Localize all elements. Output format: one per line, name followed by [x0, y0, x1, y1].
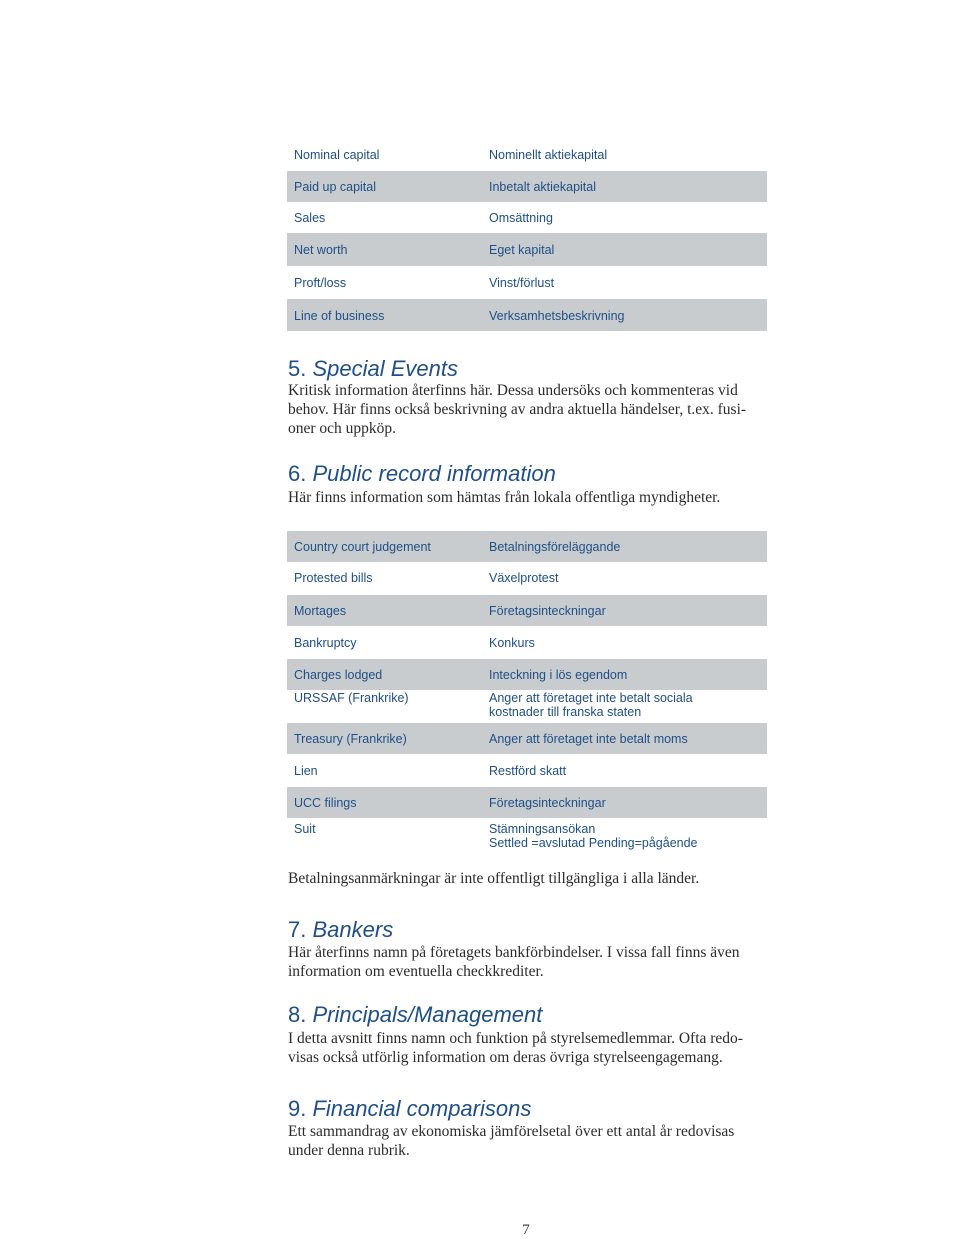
term-swedish: Inteckning i lös egendom: [489, 668, 628, 682]
term-swedish: Restförd skatt: [489, 764, 567, 778]
table-row: [287, 626, 767, 659]
section-9-title: Financial comparisons: [312, 1096, 532, 1121]
section-9-heading: [288, 1096, 531, 1122]
term-english: Nominal capital: [294, 148, 380, 162]
section-9-line: under denna rubrik.: [288, 1142, 410, 1159]
term-english: Paid up capital: [294, 180, 377, 194]
term-swedish: Nominellt aktiekapital: [489, 148, 608, 162]
section-5-text: [288, 381, 778, 438]
term-swedish: Anger att företaget inte betalt moms: [489, 732, 688, 746]
section-9-number: 9.: [288, 1096, 307, 1121]
section-6-number: 6.: [288, 461, 307, 486]
section-7-line: Här återfinns namn på företagets bankförbindelser. I vissa fall finns även: [288, 944, 740, 961]
table-row: [287, 818, 767, 851]
section-8-line: visas också utförlig information om deras övriga styrelseengagemang.: [288, 1049, 723, 1066]
term-swedish: Vinst/förlust: [489, 276, 555, 290]
term-swedish: Stämningsansökan Settled =avslutad Pending=pågående: [489, 822, 698, 850]
section-8-text: [288, 1029, 778, 1067]
term-english: Bankruptcy: [294, 636, 357, 650]
term-swedish: Företagsinteckningar: [489, 796, 606, 810]
term-swedish: Anger att företaget inte betalt sociala kostnader till franska staten: [489, 691, 693, 719]
term-english: Charges lodged: [294, 668, 383, 682]
term-english: Treasury (Frankrike): [294, 732, 407, 746]
term-english: Mortages: [294, 604, 347, 618]
section-6-heading: [288, 461, 556, 487]
table-row: [287, 562, 767, 593]
term-swedish: Omsättning: [489, 211, 553, 225]
table-row: [287, 659, 767, 690]
section-5-number: 5.: [288, 356, 307, 381]
term-english: Line of business: [294, 309, 385, 323]
table-row: [287, 233, 767, 266]
section-7-heading: [288, 917, 393, 943]
section-5-title: Special Events: [312, 356, 459, 381]
section-5-line: behov. Här finns också beskrivning av andra aktuella händelser, t.ex. fusi-: [288, 401, 747, 418]
section-6-title: Public record information: [312, 461, 556, 486]
section-5-line: Kritisk information återfinns här. Dessa undersöks och kommenteras vid: [288, 382, 738, 399]
term-english: Proft/loss: [294, 276, 347, 290]
term-english: Protested bills: [294, 571, 373, 585]
table-row: [287, 690, 767, 723]
section-8-number: 8.: [288, 1002, 307, 1027]
table-row: [287, 171, 767, 202]
term-swedish: Eget kapital: [489, 243, 555, 257]
term-english: Country court judgement: [294, 540, 431, 554]
section-7-line: information om eventuella checkkrediter.: [288, 963, 544, 980]
term-english: Suit: [294, 822, 316, 836]
table-row: [287, 787, 767, 818]
term-swedish: Företagsinteckningar: [489, 604, 606, 618]
section-5-line: oner och uppköp.: [288, 420, 397, 437]
section-5-heading: [288, 356, 458, 382]
table-row: [287, 723, 767, 754]
section-6-text: [288, 488, 778, 507]
table-row: [287, 202, 767, 233]
availability-note: Betalningsanmärkningar är inte offentligt tillgängliga i alla länder.: [288, 870, 700, 887]
table-row: [287, 266, 767, 297]
term-swedish: Verksamhetsbeskrivning: [489, 309, 625, 323]
table-row: [287, 531, 767, 562]
section-8-title: Principals/Management: [312, 1002, 543, 1027]
term-english: Lien: [294, 764, 318, 778]
table-row: [287, 595, 767, 626]
term-swedish: Inbetalt aktiekapital: [489, 180, 597, 194]
section-8-heading: [288, 1002, 542, 1028]
section-9-text: [288, 1122, 778, 1160]
section-7-title: Bankers: [312, 917, 394, 942]
term-swedish: Betalningsföreläggande: [489, 540, 621, 554]
term-swedish: Växelprotest: [489, 571, 559, 585]
term-english: UCC filings: [294, 796, 357, 810]
table-row: [287, 299, 767, 331]
term-swedish: Konkurs: [489, 636, 535, 650]
section-7-text: [288, 943, 778, 981]
table-row: [287, 138, 767, 171]
section-8-line: I detta avsnitt finns namn och funktion på styrelsemedlemmar. Ofta redo-: [288, 1030, 743, 1047]
term-english: Net worth: [294, 243, 348, 257]
page-number: 7: [522, 1222, 530, 1238]
term-english: Sales: [294, 211, 326, 225]
table-row: [287, 754, 767, 787]
section-6-line: Här finns information som hämtas från lokala offentliga myndigheter.: [288, 489, 721, 506]
term-english: URSSAF (Frankrike): [294, 691, 409, 705]
section-7-number: 7.: [288, 917, 307, 942]
section-9-line: Ett sammandrag av ekonomiska jämförelsetal över ett antal år redovisas: [288, 1123, 735, 1140]
